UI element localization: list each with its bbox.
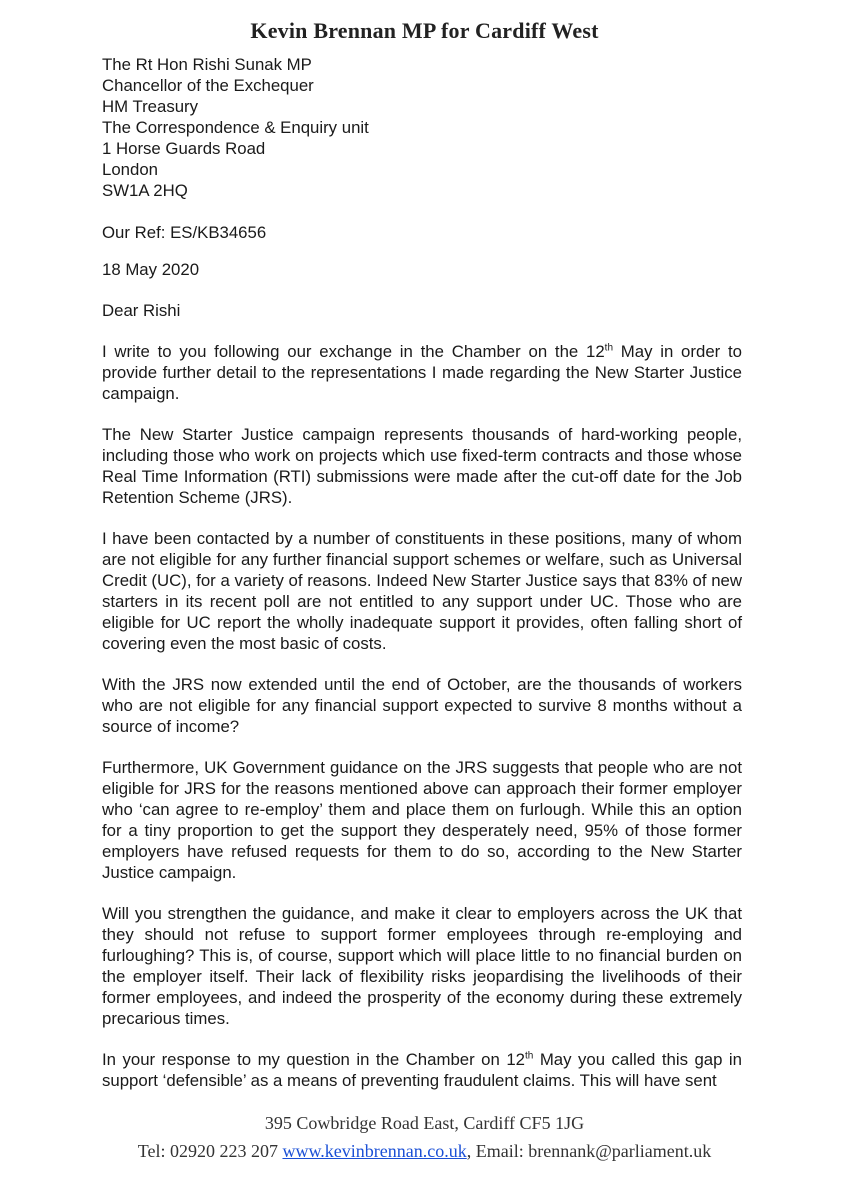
- recipient-line: London: [102, 160, 158, 179]
- ordinal-suffix: th: [604, 342, 614, 354]
- paragraph-text: I write to you following our exchange in the Chamber on the 12: [102, 342, 605, 361]
- paragraph-7: [102, 1049, 742, 1091]
- reference: Our Ref: ES/KB34656: [102, 223, 267, 242]
- letter-date: 18 May 2020: [102, 260, 200, 279]
- letterhead-title: Kevin Brennan MP for Cardiff West: [250, 18, 599, 43]
- footer-contact: [0, 1141, 849, 1162]
- paragraph-text: May in order to provide further detail to the representations I made regarding the New Starter Justice campaign.: [102, 342, 742, 403]
- footer-tel: Tel: 02920 223 207: [137, 1141, 283, 1161]
- recipient-line: The Rt Hon Rishi Sunak MP: [102, 55, 312, 74]
- recipient-line: Chancellor of the Exchequer: [102, 76, 314, 95]
- ordinal-suffix: th: [525, 1050, 534, 1062]
- paragraph-5: Furthermore, UK Government guidance on the JRS suggests that people who are not eligible for JRS for the reasons mentioned above can approach their former employer who ‘can agree to re-employ’ them and place them on furlough. While this an option for a tiny proportion to get the support they desperately need, 95% of those former employers have refused requests for them to do so, according to the New Starter Justice campaign.: [102, 758, 742, 882]
- recipient-line: HM Treasury: [102, 97, 199, 116]
- recipient-line: 1 Horse Guards Road: [102, 139, 266, 158]
- paragraph-text: In your response to my question in the Chamber on 12: [102, 1050, 525, 1069]
- website-link[interactable]: www.kevinbrennan.co.uk: [282, 1141, 467, 1161]
- paragraph-2: The New Starter Justice campaign represents thousands of hard-working people, including those who work on projects which use fixed-term contracts and those whose Real Time Information (RTI) submissions were made after the cut-off date for the Job Retention Scheme (JRS).: [102, 425, 742, 507]
- recipient-line: The Correspondence & Enquiry unit: [102, 118, 369, 137]
- letter-body: [102, 54, 742, 1091]
- recipient-address: [102, 54, 742, 201]
- footer-address: 395 Cowbridge Road East, Cardiff CF5 1JG: [264, 1113, 585, 1133]
- paragraph-3: I have been contacted by a number of constituents in these positions, many of whom are not eligible for any further financial support schemes or welfare, such as Universal Credit (UC), for a variety of reasons. Indeed New Starter Justice says that 83% of new starters in its recent poll are not entitled to any support under UC. Those who are eligible for UC report the wholly inadequate support it provides, often falling short of covering even the most basic of costs.: [102, 529, 742, 653]
- paragraph-1: [102, 341, 742, 404]
- paragraph-6: Will you strengthen the guidance, and make it clear to employers across the UK that they should not refuse to support former employees through re-employing and furloughing? This is, of course, support which will place little to no financial burden on the employer itself. Their lack of flexibility risks jeopardising the livelihoods of their former employees, and indeed the prosperity of the economy during these extremely precarious times.: [102, 904, 742, 1028]
- paragraph-text: May you called this gap in support ‘defensible’ as a means of preventing fraudulent claims. This will have sent: [102, 1050, 742, 1090]
- footer-email: , Email: brennank@parliament.uk: [466, 1141, 712, 1161]
- paragraph-4: With the JRS now extended until the end of October, are the thousands of workers who are not eligible for any financial support expected to survive 8 months without a source of income?: [102, 675, 742, 736]
- recipient-line: SW1A 2HQ: [102, 181, 188, 200]
- salutation: Dear Rishi: [102, 301, 181, 320]
